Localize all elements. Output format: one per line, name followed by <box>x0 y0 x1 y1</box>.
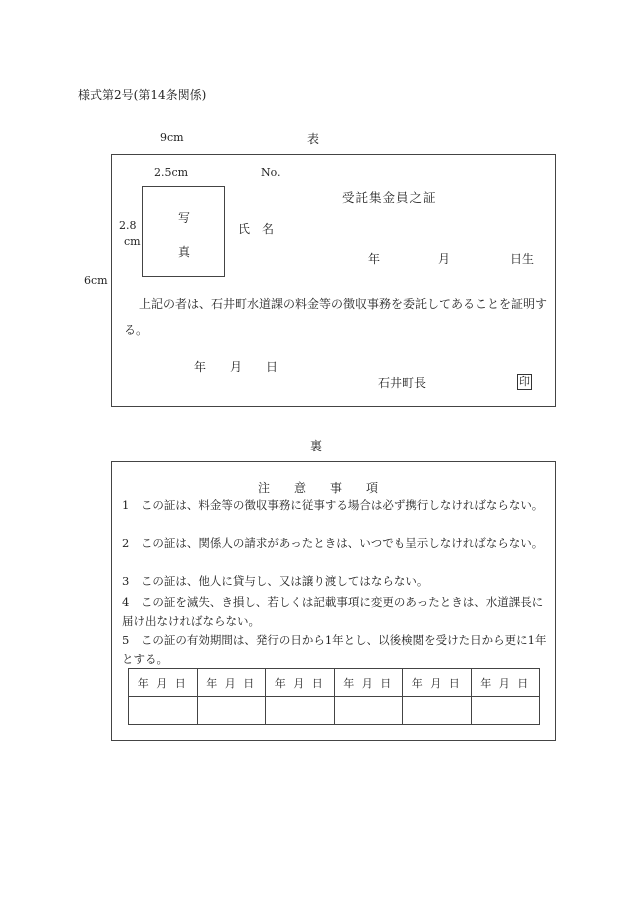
card-width-dimension: 9cm <box>160 131 184 144</box>
date-header-cell: 年 月 日 <box>129 669 198 697</box>
note-item-4: 4 この証を滅失、き損し、若しくは記載事項に変更のあったときは、水道課長に届け出なければならない。 <box>122 595 544 628</box>
date-header-cell: 年 月 日 <box>403 669 472 697</box>
issue-month-label: 月 <box>230 360 243 374</box>
photo-char-2: 真 <box>178 245 191 259</box>
form-label: 様式第2号(第14条関係) <box>78 88 207 102</box>
note-item-5: 5 この証の有効期間は、発行の日から1年とし、以後検閲を受けた日から更に1年とする。 <box>122 633 547 666</box>
issue-year-label: 年 <box>194 360 207 374</box>
card-height-dimension: 6cm <box>84 274 108 287</box>
note-item-1: 1 この証は、料金等の徴収事務に従事する場合は必ず携行しなければならない。 <box>122 498 544 512</box>
date-entry-cell <box>129 697 198 725</box>
date-header-cell: 年 月 日 <box>266 669 335 697</box>
front-side-label: 表 <box>307 132 320 146</box>
note-item-2: 2 この証は、関係人の請求があったときは、いつでも呈示しなければならない。 <box>122 536 544 550</box>
date-entry-cell <box>266 697 335 725</box>
issuer-name: 石井町長 <box>378 376 427 390</box>
card-title: 受託集金員之証 <box>342 190 437 205</box>
birth-year-label: 年 <box>368 252 381 266</box>
date-header-cell: 年 月 日 <box>334 669 403 697</box>
back-side-label: 裏 <box>310 439 323 453</box>
statement-line-1: 上記の者は、石井町水道課の料金等の徴収事務を委託してあることを証明す <box>139 297 548 311</box>
seal-mark: 印 <box>519 375 530 388</box>
issue-day-label: 日 <box>266 360 279 374</box>
photo-height-dimension-unit: cm <box>124 235 141 248</box>
inspection-date-entry-row <box>129 697 540 725</box>
photo-box <box>142 186 225 277</box>
date-entry-cell <box>197 697 266 725</box>
date-entry-cell <box>471 697 540 725</box>
birth-day-label: 日生 <box>510 252 535 266</box>
notes-title: 注 意 事 項 <box>258 481 379 495</box>
photo-height-dimension: 2.8 <box>119 219 137 232</box>
inspection-date-table <box>128 668 540 725</box>
photo-char-1: 写 <box>178 211 191 225</box>
statement-line-2: る。 <box>124 323 149 337</box>
date-header-cell: 年 月 日 <box>197 669 266 697</box>
number-label: No. <box>261 166 281 179</box>
birth-month-label: 月 <box>438 252 451 266</box>
inspection-date-header-row <box>129 669 540 697</box>
note-item-3: 3 この証は、他人に貸与し、又は譲り渡してはならない。 <box>122 574 429 588</box>
date-header-cell: 年 月 日 <box>471 669 540 697</box>
name-label: 氏 名 <box>238 222 275 236</box>
date-entry-cell <box>334 697 403 725</box>
photo-width-dimension: 2.5cm <box>154 166 189 179</box>
date-entry-cell <box>403 697 472 725</box>
